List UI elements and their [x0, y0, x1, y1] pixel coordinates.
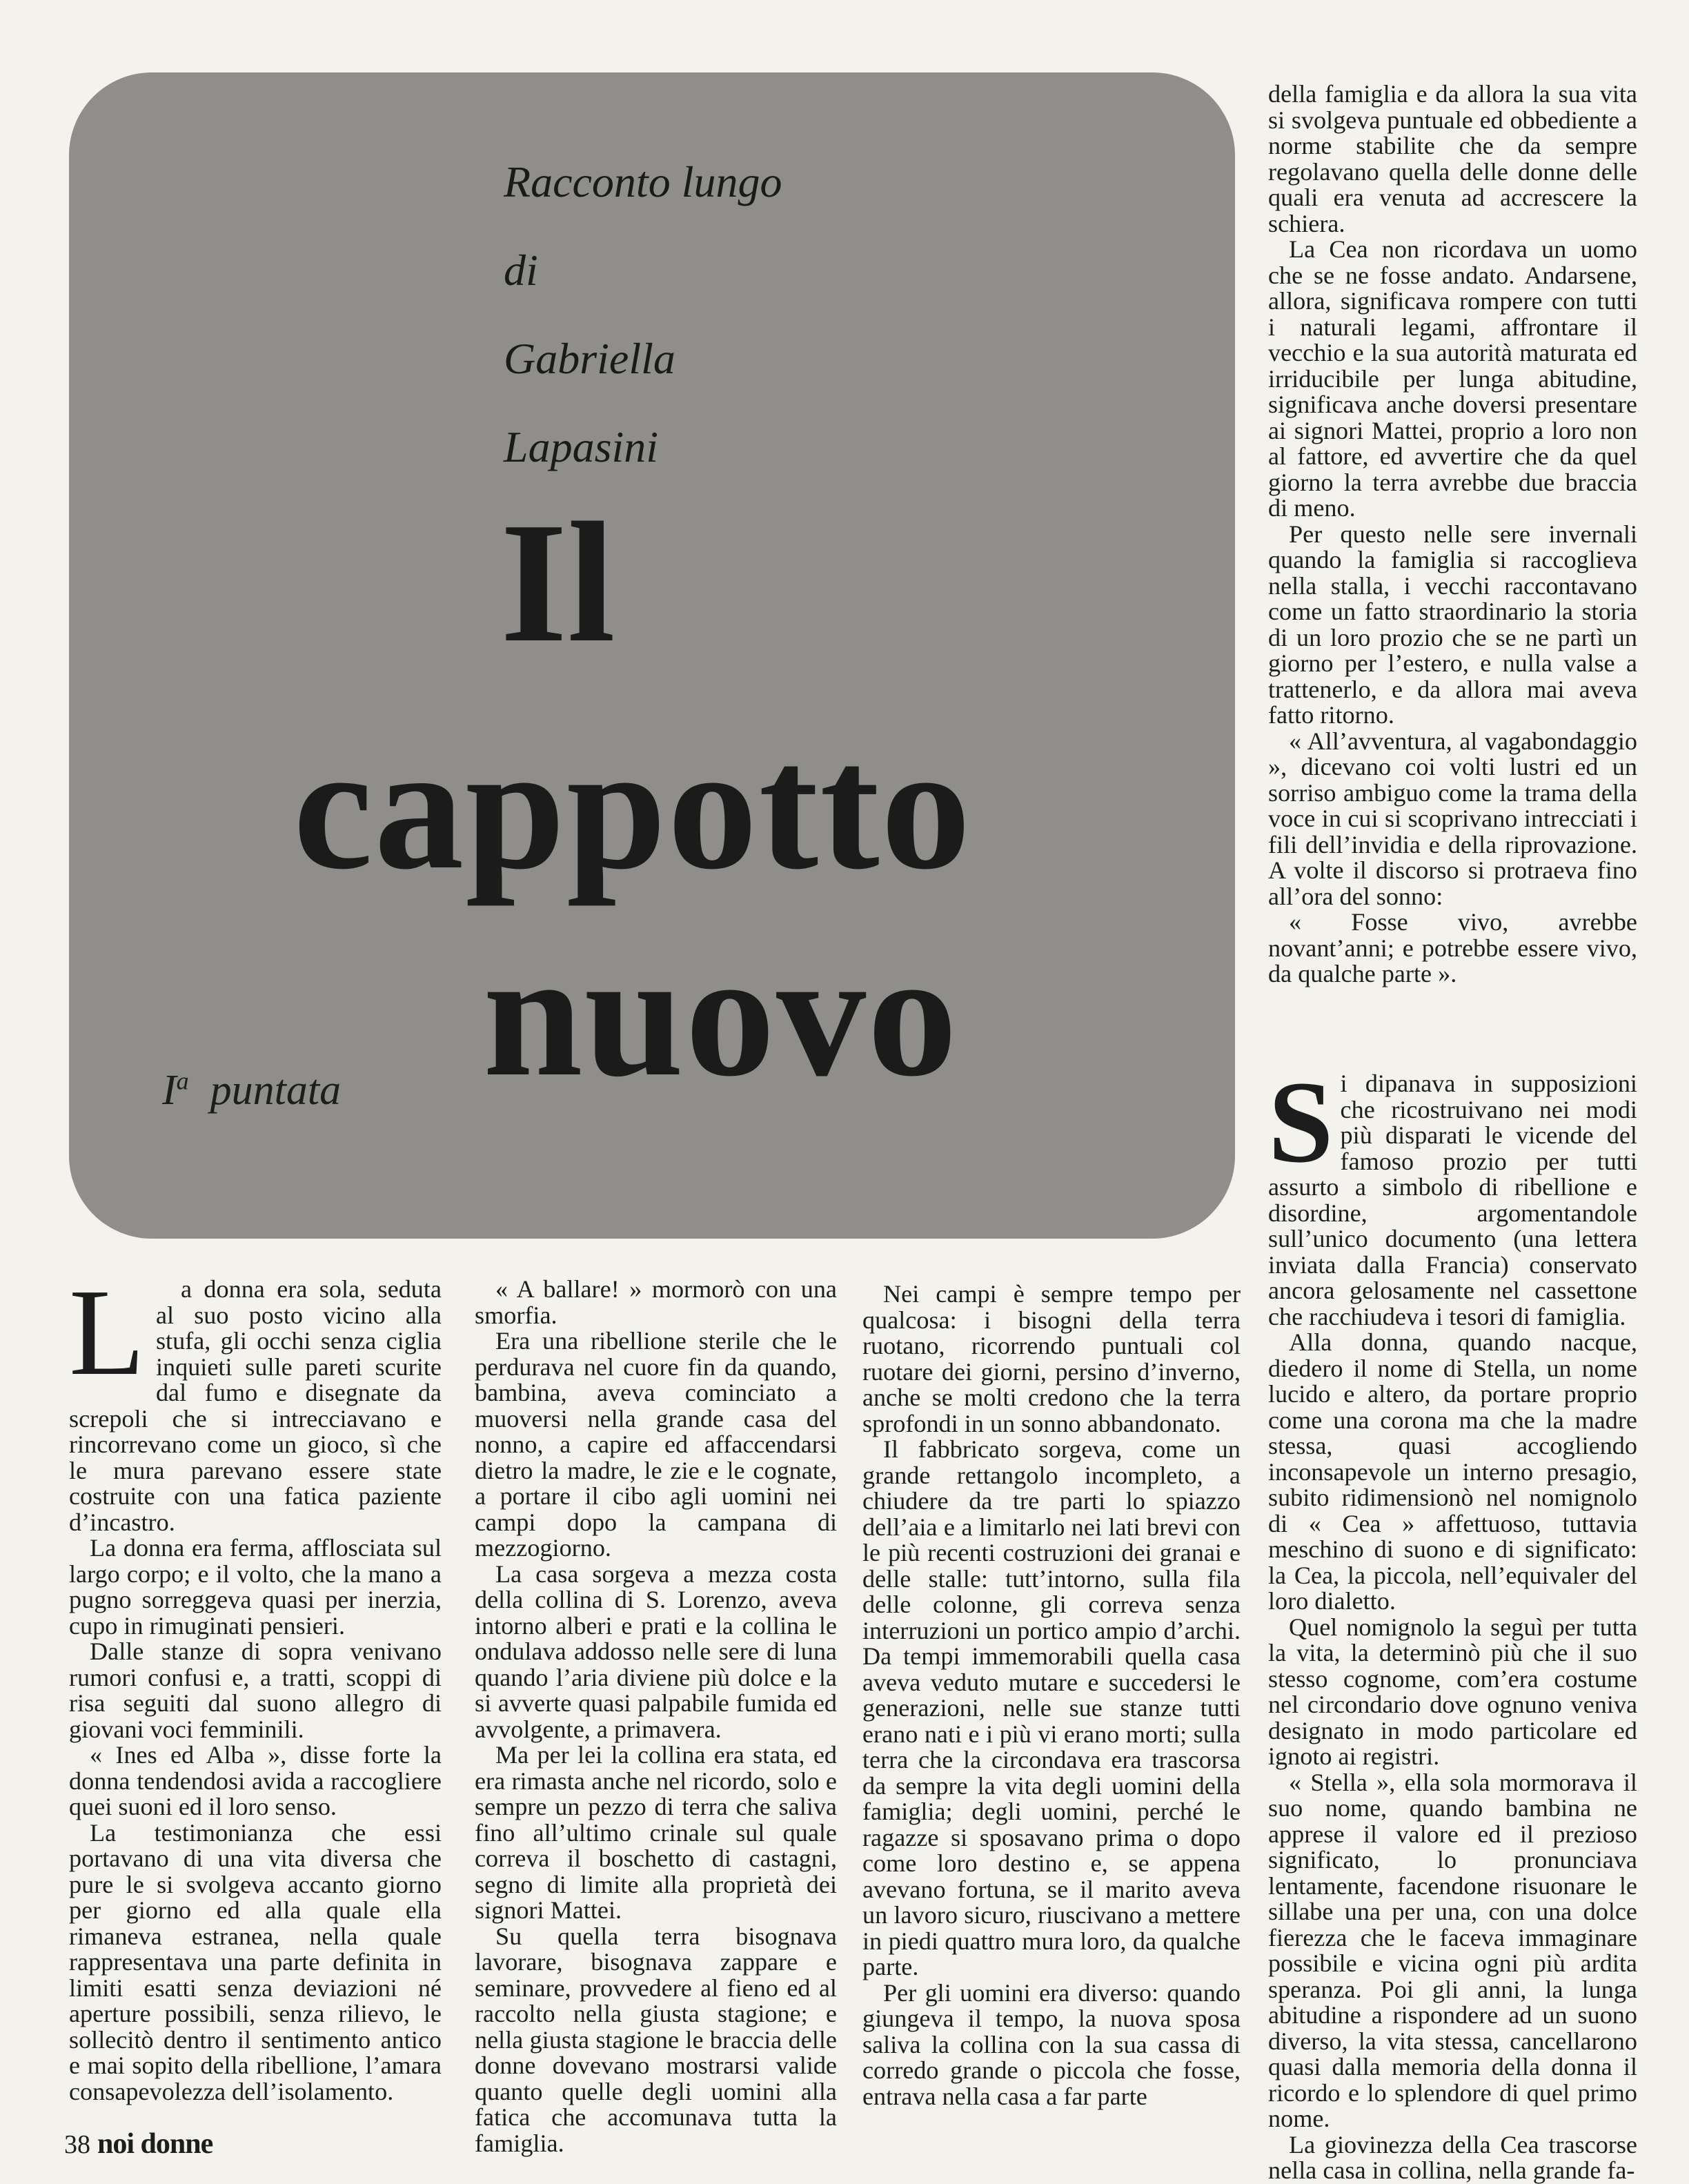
title-word-2: cappotto	[293, 708, 972, 907]
article-column-3	[862, 1281, 1241, 2109]
paragraph: Quel nomignolo la seguì per tutta la vita, la determinò più che il suo stesso cognome, com’era costume nel circondario dove ognuno veniva designato in modo particolare ed ignoto ai registri.	[1268, 1613, 1637, 1770]
article-column-4-bottom: Si dipanava in supposizioni che ricostruivano nei modi più disparati le vicende del famoso prozio per tutti assurto a simbolo di ribellione e disordine, argomentandole sull’unico documento (una lettera inviata dalla Francia) conservato ancora gelosamente nel cassettone che racchiudeva i tesori di famiglia. Alla donna, quando nacque, diedero il nome di Stella, un nome lucido e altero, da portare proprio come una corona ma che la madre stessa, quasi accogliendo inconsapevole un interno presagio, subito ridimensionò nel nomignolo di « Cea » affettuoso, tuttavia meschino di suono e di significato: la Cea, la piccola, nell’equivaler del loro dialetto. Quel nomignolo la seguì per tutta la vita, la determinò più che il suo stesso cognome, com’era costume nel circondario dove ognuno veniva designato in modo particolare ed ignoto ai registri. « Stella », ella sola mormorava il suo nome, quando bambina ne apprese il valore ed il prezioso significato, lo pronunciava lentamente, facendone risuonare le sillabe una per una, con una dolce fierezza che le faceva immaginare possibile e vicina ogni più ardita speranza. Poi gli anni, la lunga abitudine a rispondere ad un suono diverso, la vita stessa, cancellarono quasi dalla memoria della donna il ricordo e lo splendore di quel primo nome. La giovinezza della Cea trascorse nella casa in collina, nella grande fa-	[1268, 1057, 1637, 2184]
paragraph: Il fabbricato sorgeva, come un grande rettangolo incompleto, a chiudere da tre parti lo spiazzo dell’aia e a limitarlo nei lati brevi con le più recenti costruzioni dei granai e delle stalle: tutt’intorno, sulla fila delle colonne, gli correva senza interruzioni un portico ampio d’archi. Da tempi immemorabili quella casa aveva veduto mutare e succedersi le generazioni, nelle sue stanze tutti erano nati e i più vi erano morti; sulla terra che la circondava era trascorsa da sempre la vita degli uomini della famiglia; degli uomini, perché le ragazze si sposavano prima o dopo come loro destino e, se appena avevano fortuna, se il marito aveva un lavoro sicuro, riuscivano a mettere in piedi quattro mura loro, da qualche parte.	[862, 1435, 1241, 1980]
paragraph: « A ballare! » mormorò con una smorfia.	[475, 1275, 837, 1329]
paragraph: La donna era ferma, afflosciata sul largo corpo; e il volto, che la mano a pugno sorreggeva quasi per inerzia, cupo in rimuginati pensieri.	[69, 1534, 442, 1640]
byline-author-last: Lapasini	[504, 422, 659, 471]
magazine-logo: noi donne	[97, 2128, 213, 2160]
paragraph: Per questo nelle sere invernali quando la famiglia si raccoglieva nella stalla, i vecchi raccontavano come un fatto straordinario la storia di un loro prozio che se ne partì un giorno per l’estero, e nulla valse a trattenerlo, e da allora mai aveva fatto ritorno.	[1268, 520, 1637, 729]
paragraph: « All’avventura, al vagabondaggio », dicevano coi volti lustri ed un sorriso ambiguo come la trama della voce in cui si scoprivano intrecciati i fili dell’invidia e della riprovazione. A volte il discorso si protraeva fino all’ora del sonno:	[1268, 727, 1637, 910]
byline	[504, 138, 782, 491]
paragraph: « Stella », ella sola mormorava il suo nome, quando bambina ne apprese il valore ed il prezioso significato, lo pronunciava lentamente, facendone risuonare le sillabe una per una, con una dolce fierezza che le faceva immaginare possibile e vicina ogni più ardita speranza. Poi gli anni, la lunga abitudine a rispondere ad un suono diverso, la vita stessa, cancellarono quasi dalla memoria della donna il ricordo e lo splendore di quel primo nome.	[1268, 1768, 1637, 2132]
paragraph: La giovinezza della Cea trascorse nella casa in collina, nella grande fa-	[1268, 2130, 1637, 2184]
article-column-1: L a donna era sola, seduta al suo posto vicino alla stufa, gli occhi senza ciglia inquieti sulle pareti scurite dal fumo e disegnate da screpoli che si intrecciavano e rincorrevano come un gioco, sì che le mura parevano essere state costruite con una fatica paziente d’incastro. La donna era ferma, afflosciata sul largo corpo; e il volto, che la mano a pugno sorreggeva quasi per inerzia, cupo in rimuginati pensieri. Dalle stanze di sopra venivano rumori confusi e, a tratti, scoppi di risa seguiti dal suono allegro di giovani voci femminili. « Ines ed Alba », disse forte la donna tendendosi avida a raccogliere quei suoni ed il loro senso. La testimonianza che essi portavano di una vita diversa che pure le si svolgeva accanto giorno per giorno ed alla quale ella rimaneva estranea, nella quale rappresentava una parte definita in limiti esatti senza deviazioni né aperture possibili, senza rilievo, le sollecitò dentro il sentimento antico e mai sopito della ribellione, l’amara consapevolezza dell’isolamento.	[69, 1263, 442, 2105]
paragraph: La testimonianza che essi portavano di una vita diversa che pure le si svolgeva accanto giorno per giorno ed alla quale ella rimaneva estranea, nella quale rappresentava una parte definita in limiti esatti senza deviazioni né aperture possibili, senza rilievo, le sollecitò dentro il sentimento antico e mai sopito della ribellione, l’amara consapevolezza dell’isolamento.	[69, 1818, 442, 2105]
byline-line: di	[504, 246, 538, 295]
paragraph: La Cea non ricordava un uomo che se ne fosse andato. Andarsene, allora, significava rompere con tutti i naturali legami, affrontare il vecchio e la sua autorità maturata ed irriducibile per lunga abitudine, significava anche doversi presentare ai signori Mattei, proprio a loro non al fattore, ed avvertire che da quel giorno la terra avrebbe due braccia di meno.	[1268, 235, 1637, 522]
paragraph: « Ines ed Alba », disse forte la donna tendendosi avida a raccogliere quei suoni ed il loro senso.	[69, 1741, 442, 1820]
paragraph: Era una ribellione sterile che le perdurava nel cuore fin da quando, bambina, aveva cominciato a muoversi nella grande casa del nonno, a capire ed affaccendarsi dietro la madre, le zie e le cognate, a portare il cibo agli uomini nei campi dopo la campana di mezzogiorno.	[475, 1327, 837, 1562]
byline-author-first: Gabriella	[504, 334, 675, 383]
title-word-1: Il	[500, 487, 615, 678]
article-column-2	[475, 1277, 837, 2156]
paragraph: Alla donna, quando nacque, diedero il nome di Stella, un nome lucido e altero, da portare proprio come una corona ma che la madre stessa, quasi accogliendo inconsapevole un interno presagio, subito ridimensionò nel nomignolo di « Cea » affettuoso, tuttavia meschino di suono e di significato: la Cea, la piccola, nell’equivaler del loro dialetto.	[1268, 1328, 1637, 1615]
paragraph: della famiglia e da allora la sua vita si svolgeva puntuale ed obbediente a norme stabilite che da sempre regolavano quella delle donne delle quali era venuta ad accrescere la schiera.	[1268, 80, 1637, 237]
paragraph: La casa sorgeva a mezza costa della collina di S. Lorenzo, aveva intorno alberi e prati e la collina le ondulava addosso nelle sere di luna quando l’aria diviene più dolce e la si avverte quasi palpabile fumida ed avvolgente, a primavera.	[475, 1560, 837, 1743]
paragraph: Per gli uomini era diverso: quando giungeva il tempo, la nuova sposa saliva la collina con la sua cassa di corredo grande o piccola che fosse, entrava nella casa a far parte	[862, 1978, 1241, 2110]
paragraph: Su quella terra bisognava lavorare, bisognava zappare e seminare, provvedere al fieno ed al raccolto nella giusta stagione; e nella giusta stagione le braccia delle donne dovevano mostrarsi valide quanto quelle degli uomini alla fatica che accomunava tutta la famiglia.	[475, 1922, 837, 2157]
page-number: 38	[64, 2130, 90, 2159]
paragraph: Ma per lei la collina era stata, ed era rimasta anche nel ricordo, solo e sempre un pezzo di terra che saliva fino all’ultimo crinale sul quale correva il boschetto di castagni, segno di limite alla proprietà dei signori Mattei.	[475, 1741, 837, 1924]
paragraph: Nei campi è sempre tempo per qualcosa: i bisogni della terra ruotano, ricorrendo puntuali col ruotare dei giorni, persino d’inverno, anche se molti credono che la terra sprofondi in un sonno abbandonato.	[862, 1280, 1241, 1437]
paragraph: « Fosse vivo, avrebbe novant’anni; e potrebbe essere vivo, da qualche parte ».	[1268, 908, 1637, 987]
page-footer	[64, 2127, 213, 2161]
article-column-4-top	[1268, 81, 1637, 987]
drop-cap: S	[1268, 1057, 1334, 1187]
episode-label: $I^a$ puntata	[162, 1067, 342, 1114]
paragraph: Dalle stanze di sopra venivano rumori confusi e, a tratti, scoppi di risa seguiti dal suono allegro di giovani voci femminili.	[69, 1637, 442, 1743]
byline-line: Racconto lungo	[504, 157, 782, 206]
drop-cap: L	[69, 1263, 145, 1401]
title-word-3: nuovo	[483, 915, 959, 1114]
